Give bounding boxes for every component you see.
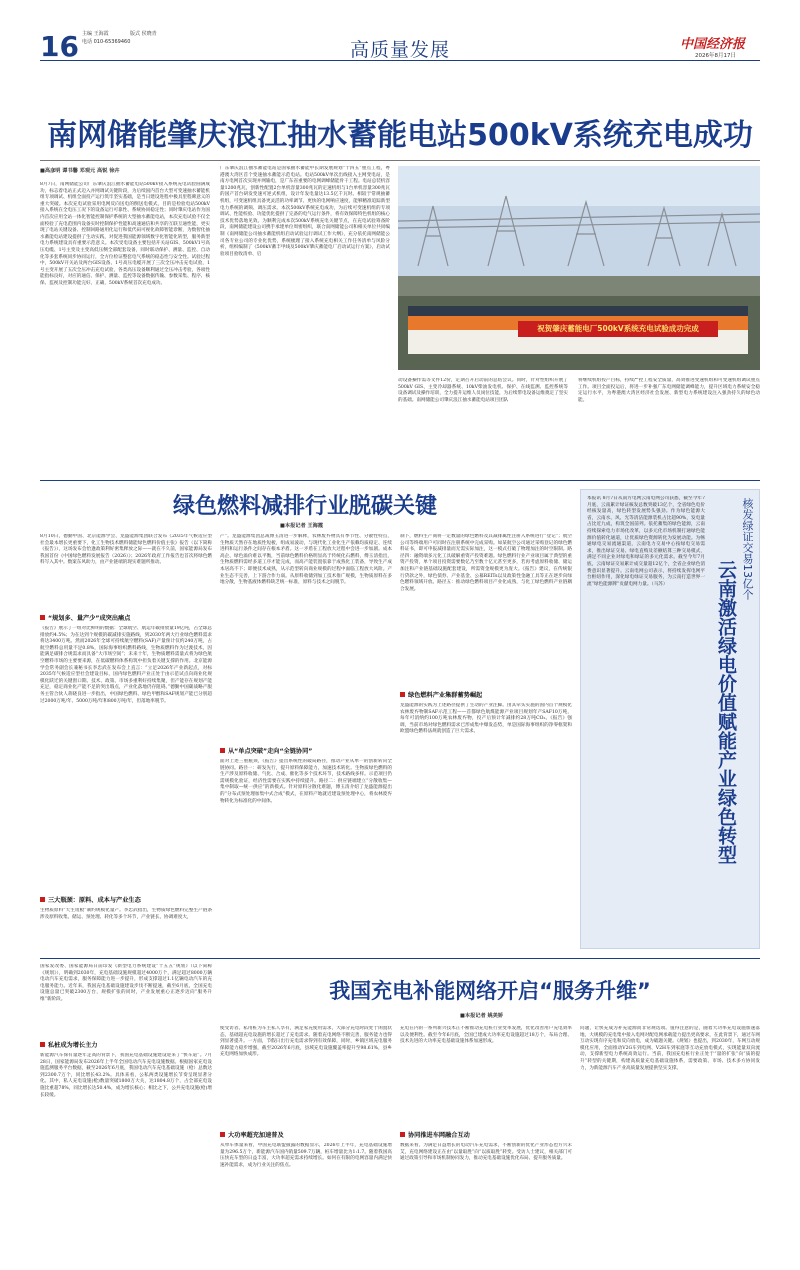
sidebar-kicker: 核发绿证交易13亿个 — [741, 498, 754, 600]
article3-title: 我国充电补能网络开启“服务升维” — [329, 979, 651, 1003]
article1-bottom-rule — [40, 480, 760, 481]
article2-subhead-4 — [400, 690, 482, 699]
article3-column-2a: 使受访者。私用桩为车主私人享有，满足家充使用需求，大部分充电时段处于闲置状态，基础超充电设施的增长超过了充电需求。随着充电网络不断完善，服务能力也得到显著提升。一方面，节假日出行充电需求得到有效保障，同时，乡镇区域充电服务保障能力稳步增强，截至2026年6月底，县域充电设施覆盖率提升至98.61%，县乡充电网络加快成形。 — [220, 1026, 392, 1058]
article2-subhead-3 — [220, 746, 312, 755]
subhead-marker-icon — [400, 1132, 405, 1137]
header-rule — [40, 60, 760, 61]
article2-column-2a: 产”。龙盛能源集团总裁傅玉清进一步解释，农林废弃物具有季节性、分散性特点，生物质天然存在地质性短板，组成易波动，与现代化工业化生产依赖均质稳定、连续进料和运行条件之间存在根本矛盾。这一矛盾在工程放大过程中会进一步加剧。成本高企、绿色溢价难以平衡，当前绿色燃料价格明显高于传统化石燃料，傅玉清指出，生物质燃料需经多道工序才能完成，而高产能装置依靠于成熟化工装备，导致生产成本居高不下；即便技术成熟，从示范型转向商业规模的过程中面临工程放大风险。产业生态不完善，上下游合作力弱。从原料收储到加工技术推广规模，生物质原料在多地分散，生物基液体燃料缺乏统一标准，原料与技术之间脱节。 — [220, 534, 392, 586]
article1-title-rule — [40, 160, 760, 161]
article1-column-1: 8月7日，南网储能公司广东肇庆浪江抽水蓄能电站500kV接入系统充电试验圆满成功，标志着电站正式迈入并网调试关键阶段，为后续国内首台大型可变速抽水蓄能机组专项调试、机组全面投产运行筑牢坚实基础，是当日建设进程中极具里程碑意义的重大突破。本次充电试验采用电网反向送电的倒送电模式，目的是检验电站500kV接入系统在全电压工况下的设备运行可靠性、系统协同稳定性；同时肇庆电站作为国内首次应用全站一体化智能控制保护系统的大型抽水蓄能电站，本次充电试验不仅全面校验了充电范围内设备实时控制保护性能和高速通信和共享的互联互通性能，更实现了电站关键设备、控制回路通用化运行和低代码可视化故障智能诊断，为数智化抽水蓄能电站建设提供了生动实践，对促进我国能源领域数字化智能化转型，服务新型电力系统建设具有重要示范意义。本次受电设备主要包括开关站GIS、500kV1号高压电缆、1号主变及主变高低压侧全部配套设备，同时联动保护、测量、监控、自动化等多套系统同步协同运行，全方位检证整套电气系统的稳态性与安全性。试验过程中，500kV开关站及两台GIS设备、1号高压电缆开展了三次全压冲击充电试验，1号主变开展了五次全压冲击充电试验，各类高压设备顺利通过全压冲击考验，各项性能指标良好，对应的通信、保护、测量、监控等设备数据传输、参数采集、程序、核保、监视及控制功能完好、正确，500kV系统首次充电成功。 — [40, 182, 210, 286]
power-station-photo — [398, 166, 760, 370]
article2-subhead-4-text: 绿色燃料产业集群蓄势崛起 — [408, 692, 483, 699]
sidebar-body: 本报讯 8月7日从南方电网云南电网公司获悉，截至今年7月底，云南累计绿证核发总数突破13亿个，全省绿色电价经核发量高，绿色转型发展势头强劲。作为绿色能源大省，云南水、风、光等清洁能源装机占比超90%，发电量占比近九成，构筑全国前列。依托蓄集的绿色能源，云南持续探索电力市场化改革，以多元化市场机制打通绿色能源价值转化通道，让优质绿色资源转化为发展动能。为畅通绿电交易流通渠道，云南电力交易中心按绿电交易需求，推出绿证交易、绿电直购及差额结算三种交易模式，满足不同企业对绿电和绿证的多元化需求。截至今年7月底，云南绿证交易累计成交量超12亿个，全省企业绿色消费意识显著提升。云南电网公司表示，将持续发挥电网平台枢纽作用，深化绿电绿证交易服务，为云南打造世界一流“绿色能源牌”贡献电网力量。（马苏） — [587, 496, 705, 587]
article1-column-2: 广东肇庆浪江抽水蓄能电站是国家抽水蓄能中长期发展规划“十四五”重点工程，粤港澳大湾区首个变速抽水蓄能示范电站。电站500kV单次出线接入主网变电站，是南方电网首次实现并网输电，是广东省重要的电网调峰储能骨干工程。电站总装机容量1200兆瓦，创新性配置2台单机容量300兆瓦的定速机组与1台单机容量300兆瓦的国产首台研发变速可逆式机组，设计年发电量达13.5亿千瓦时。相较于常规抽蓄机组，可变速机组具备更灵活的功率调节、更快的电网响应速度，能够精准追踪新型电力系统的调频、调压需求。本次500kV系统充电成功，为后续可变速机组的专项调试、性能校验、功能优化提供了完备的电气运行条件，将有效保障特色机组的核心技术优势落地见效。为顺利完成本次500kV系统充电关键节点，在充电试验筹备阶段，南网储能建设公司携手承建单位周密组织，联合南网储能公司和相关单位共同编制《南网储能公司抽水蓄能机组启动试验运行调试工作大纲》，充分依托南网储能公司各专业公司的专业化优势，系统梳理了接入系统充电相关工作任务清单与风险分析，组织编制了《500kV蓄丰甲线及500kV肇庆蓄能电厂启动试运行方案》，启动试验项目验收清单、启 — [220, 166, 390, 257]
article1-byline: ■高彦明 谭书馨 邓观元 高锐 徐卉 — [40, 168, 120, 174]
article3-subhead-1 — [40, 1040, 98, 1049]
subhead-marker-icon — [400, 692, 405, 697]
article2-column-3b: 龙盛能源的实践为上述路径提供了生动的产业注脚。由其牵头实施的国内首个规模化农林废弃物制SAF示范工程——首都绿色航煤能源产业项目规划年产SAF10万吨，每年可消纳约100万吨农林废弃物，投产后预计年减排约28万吨CO₂。《报告》强调，当前市场对绿色燃料需求已形成集中爆发态势，单是国际海事组织的净零框架和欧盟绿色燃料法规就创造了巨大需求。 — [400, 703, 572, 735]
article1-title: 南网储能肇庆浪江抽水蓄能电站500kV系统充电成功 — [47, 118, 753, 153]
sidebar-title: 云南激活绿电价值赋能产业绿色转型 — [715, 560, 737, 864]
article2-column-1c: 生物质原料“天生短板”制约规模化量产。李忠武指出，生物质绿色燃料完整生产链条涉及原料收集、储运、预处理、转化等多个环节，产业链长、协调难度大， — [40, 908, 212, 920]
article3-intro: 国家发改委、国家能源局日前印发《新型电力系统建设“十五五”规划》（以下简称《规划》），明确到2030年，充电基础设施规模超过4000万个，满足超过8000万辆电动汽车充电需求，服务保障能力进一步提升，形成支撑超过1.1亿辆电动汽车的充电服务能力。近年来，我国充电基础设施建设步伐不断提速，截至6月底，全国充电设施总量已突破2300万台，规模扩张的同时，产业发展重心正逐步迈向“服务升维”新阶段。 — [40, 964, 212, 1002]
article2-subhead-2 — [40, 895, 141, 904]
article3-subhead-2-text: 大功率超充加速普及 — [228, 1132, 284, 1139]
article3-column-2b: 从单车体量来看，中国充电联盟披露的数据显示，2026年上半年，充电基础设施增量为296.5万个，新能源汽车国内销量509.7万辆，桩车增量比为1:1.7。随着我国高压快充车型的日益丰富，大功率超充需求持续增长。如何在有限的电网容量内满足快速补能需求，成为行业关注的焦点。 — [220, 1143, 392, 1168]
article2-subhead-1 — [40, 613, 130, 622]
article3-column-3b: 数据来看，为满足日益增长的电动汽车充电需求，不断创新的优化产业形态也方兴未艾，充电网络建设正在由“以量取胜”向“以质取胜”转变。受访人士建议，相关部门可通过政策引导和市场机制协同发力，推动充电基础设施优化布局、提升服务质量。 — [400, 1143, 572, 1162]
article3-subhead-2 — [220, 1130, 284, 1139]
section-title: 高质量发展 — [349, 39, 450, 61]
subhead-marker-icon — [40, 1042, 45, 1047]
article1-column-3: 动设备操作需等文件12份，定期召开启动前的总结会议。同时，针对性组织开展了500kV GIS、主变冷却器系统、10kV柴油发电机、保护、在线监测、监控系统等设备调试及操作培训，全力提升运维人员岗位技能，为后续带电设备运维奠定了坚实的基础。南网储能公司肇庆浪江抽水蓄能电站项目团队 — [398, 378, 568, 403]
article3-subhead-3-text: 协同推进车网融合互动 — [408, 1132, 470, 1139]
page-number: 16 — [40, 30, 79, 63]
layout-credit: 版式 侯晓青 — [130, 31, 157, 37]
article3-byline: ■本报记者 姚美娇 — [460, 1013, 504, 1019]
phone-number: 电话 010-65369460 — [82, 39, 131, 45]
photo-banner-text: 祝贺肇庆蓄能电厂500kV系统充电试验成功完成 — [537, 324, 699, 333]
yunnan-sidebar — [580, 489, 760, 949]
article2-subhead-3-text: 从“单点突破”走向“全链协同” — [228, 748, 313, 755]
editor-credit: 主编 王海霞 — [82, 31, 109, 37]
article2-bottom-rule — [40, 958, 760, 959]
article2-title: 绿色燃料减排行业脱碳关键 — [172, 494, 437, 519]
subhead-marker-icon — [40, 897, 45, 902]
subhead-marker-icon — [220, 1132, 225, 1137]
article3-column-3a: 充电在内的一系列新兴技术正不断推动充电桩行业变革发展，优化改善用户充电效率以及便利性。截至今年6月底，全国已建成大功率充电设施超过18万个，布局合理、技术先进的大功率充电基础设施体系加速形成。 — [400, 1026, 572, 1045]
article2-subhead-1-text: “规划多、量产少”成突出痛点 — [48, 615, 131, 622]
article1-column-4: 将继续机组投产目标，持续严控工程安全质量，高效推进变速机组和可变速机组调试重点工作。项目全面投运后，将进一步补强广东电网储能调峰能力，提升区域电力系统安全稳定运行水平，为粤港澳大湾区经济社会发展、新型电力系统建设注入强劲持久的绿色动能。 — [578, 378, 760, 403]
article3-subhead-1-text: 私桩成为增长主力 — [48, 1042, 98, 1049]
article2-column-2b: 面对上述三重瓶颈，《报告》提出系统性的破局路径，推动产业从单一的创新转向全链协同。路径一：研发先行，提升原料保障能力，加速技术转化。生物质绿色燃料的生产涉及原料收储、气化、合成、催化等多个技术环节，技术路线多样。示范项目仍需规模化验证，经济性需要在实践中持续提升。路径二：供应链端建立“分散收集—集中制取—统一供应”的新模式。针对原料分散化难题，傅玉清介绍了龙盛能源提出的“分布式预处理加集中式合成”模式，在原料产地就近建设预处理中心，将农林废弃物转化为标准化的中间体。 — [220, 759, 392, 804]
article2-column-1b: 《报告》展示了一组对比鲜明的数据：全球航空、航运年碳排放量19亿吨，占全球总排放约4.5%；为在达到个规模的碳减排实施路线，到2030年两大行业绿色燃料需求将达3400万吨。然而2026年全球可持续航空燃料(SAF)产量预计仅约240万吨，占航空燃料总用量不足0.8%，国际海事组织燃料路线，生物质燃料作为过渡技术，因能满足碳排合规需求而具备“大市场空间”；未来十年，生物质燃料需量式将为绿色航空燃料市场的主要要来源，在低碳燃料体系构筑中担负着关键支撑的作用。北京能源学会常务副会长兼秘书长李忠武在发布会上直言：“立足2026年产业新起点，对标2035年气候适应型社会建设目标，国内绿色燃料产业正处于由示范试点向商业化规模化跃迁的关键窗口期。技术、政策、市场多重利好持续集聚，但产能存在规划产能充足，稳定商业化产能不足的突出瑕点，产业化落地仍存阻碍。”德勤中国碳战略产服务主管合伙人蒋晓良进一步指出，中国绿色燃料、绿色甲醇和SAF规划产能已分别超过2000万吨/年、5000万吨/年和800万吨/年，但落地率脱节。 — [40, 626, 212, 704]
article3-column-4: 问题，让快充成为补充能源而非常规选项。值得注意的是，随着大功率充电设施加速落地，大规模的充电集中接入电网对配电网承载能力提出更高要求，在此背景下，通过车网互动实现有序充电和反向放电，成为破题关键。《规划》也提出，到2030年，车网互动规模化应用，全面推动V2G车到电网、V2H车到家庭等互动充放电模式，实现能量双向流动，支撑新型电力系统高效运行。当前，我国充电桩行业正处于“量的扩张”向“质的提升”转型的关键期，构建高质量充电基础设施体系，需要政策、市场、技术多方协同发力，为新能源汽车产业高质量发展提供坚实支撑。 — [580, 1026, 760, 1071]
newspaper-logo: 中国经济报 — [680, 37, 746, 52]
article2-subhead-2-text: 三大瓶颈：原料、成本与产业生态 — [48, 897, 141, 904]
article2-byline: ■本报记者 王海霞 — [280, 523, 324, 529]
subhead-marker-icon — [220, 748, 225, 753]
article3-column-1: 新能源汽车保有量逐年走高的背景下，我国充电基础设施建设迎来了“快车道”。7月28日，国家能源局发布2026年上半年全国电动汽车充电设施数据。根据国家充电设施监测服务平台数据，截至2026年6月底，我国电动汽车充电基础设施（枪）总数达到2300.7万个，同比增长43.2%。具体来看，公私两类设施增长节奏呈现显著分化。其中，私人充电设施(枪)数量突破1800万大关，达1804.8万个，占全部充电设施比重超78%，同比增长达50.4%，成为增长核心；相比之下，公共充电设施(枪)增长较缓。 — [40, 1053, 212, 1098]
subhead-marker-icon — [40, 615, 45, 620]
photo-scene — [398, 166, 760, 370]
article2-column-3a: 制下，燃料生产商将一定数量的绿色燃料及其减排属性注册入系统进行“登记”；航空公司等终端用户可同时在注册系统中完成采购。如某航空公司通过采购登记的绿色燃料证书，即可申报减排量而无需实际加注，这一模式打破了物理加注的时空限制。路径四：融资端多元化工具破解重资产投资难题。绿色燃料行业产业项目属于典型的重资产投资，单个项目投资需要数亿乃至数十亿元甚至更多，若再考虑原料收储、储运加注和产业链基础设施配套建设，所需资金规模更为庞大。《报告》建议，在传统银行贷款之外，绿色债券、产业基金、公募REITs以及政策性金融工具等正在逐步向绿色燃料领域开放。路径五：推动绿色燃料项目产业化成熟，与化工绿色燃料产业链耦合发展。 — [400, 534, 572, 592]
article3-subhead-3 — [400, 1130, 470, 1139]
article2-column-1a: 8月10日，德勤中国、北京能源学会、龙盛能源集团联合发布《2035年气候适应型社会最本增长更重要下，化工生物技术燃料储能绿色燃料价值主张》报告（以下简称《报告》），这场发布会恰逢政策利好密集释放之际——就在不久前，国家能源局发布我国首份《中国绿色燃料发展报告（2026）》；2026年政府工作报告也首次将绿色燃料写入其中。数案东风助力，由产业链端的现实难题所推动。 — [40, 534, 212, 566]
issue-date: 2026年8月17日 — [695, 53, 736, 59]
